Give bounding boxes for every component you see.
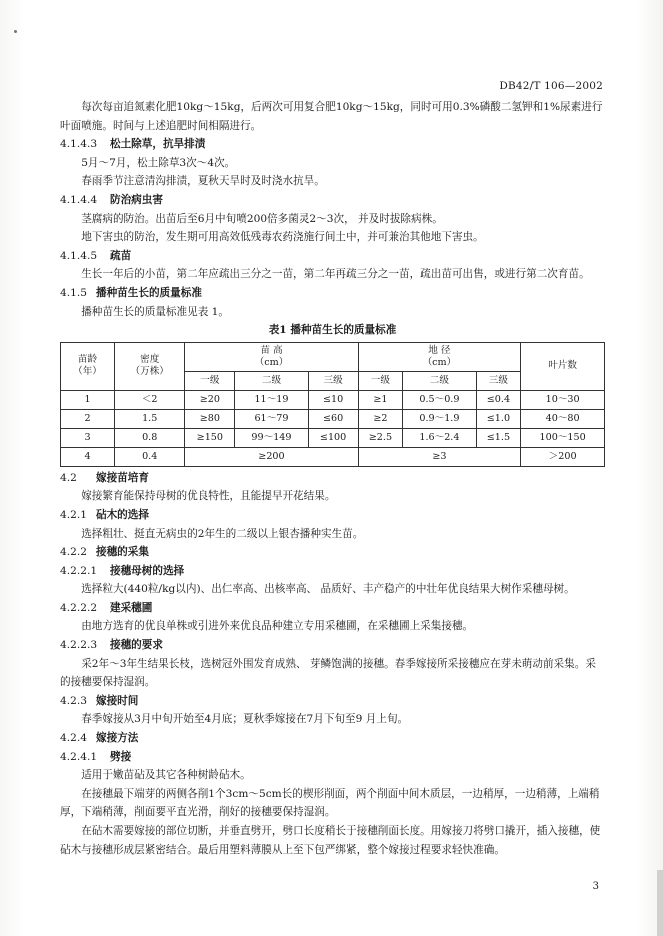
cell-leaves: 40～80 — [521, 409, 605, 428]
heading-cleft-grafting: 4.2.4.1 劈接 — [60, 750, 132, 763]
cell-height-3: ≤100 — [308, 428, 358, 447]
cell-height-3: ≤60 — [308, 409, 358, 428]
paragraph-grafting-benefit: 嫁接繁育能保持母树的优良特性，且能提早开花结果。 — [81, 490, 336, 503]
heading-rootstock: 4.2.1 砧木的选择 — [60, 508, 149, 521]
header-height: 苗 高 （cm） — [185, 342, 358, 371]
scan-speck — [14, 30, 17, 33]
paragraph-weeding: 5月～7月，松土除草3次～4次。 — [81, 156, 236, 169]
paragraph-scion-requirements: 采2年～3年生结果长枝，选树冠外围发育成熟、 芽鳞饱满的接穗。春季嫁接所采接穗应在芽未萌动前采集。采的接穗要保持湿润。 — [60, 657, 596, 689]
cell-density: 0.4 — [115, 447, 185, 466]
document-body — [60, 98, 605, 859]
document-code: DB42/T 106—2002 — [499, 80, 603, 92]
cell-density: 1.5 — [115, 409, 185, 428]
cell-height-1: ≥20 — [185, 390, 235, 409]
paragraph-cleft-scion-cut: 在接穗最下端芽的两侧各削1个3cm～5cm长的楔形削面，两个削面中间木质层，一边稍厚，一边稍薄，上端稍厚，下端稍薄，削面要平直光滑，削好的接穗要保持湿润。 — [60, 787, 600, 819]
cell-density: 0.8 — [115, 428, 185, 447]
heading-grafting-method: 4.2.4 嫁接方法 — [60, 732, 139, 745]
cell-diameter-3: ≤0.4 — [476, 390, 521, 409]
quality-standard-table — [60, 342, 605, 467]
cell-diameter-2: 1.6～2.4 — [403, 428, 476, 447]
cell-diameter-merged: ≥3 — [358, 447, 521, 466]
cell-height-2: 11～19 — [235, 390, 308, 409]
table-header-row — [61, 342, 605, 371]
paragraph-see-table: 播种苗生长的质量标准见表 1。 — [81, 305, 230, 318]
cell-age: 4 — [61, 447, 115, 466]
cell-height-3: ≤10 — [308, 390, 358, 409]
paragraph-fertilizer: 每次每亩追氮素化肥10kg～15kg，后两次可用复合肥10kg～15kg，同时可用0.3%磷酸二氢钾和1%尿素进行叶面喷施。时间与上述追肥时间相隔进行。 — [60, 101, 603, 132]
heading-scion-requirements: 4.2.2.3 接穗的要求 — [60, 639, 163, 652]
header-age: 苗龄 （年） — [61, 342, 115, 390]
page-number: 3 — [592, 881, 599, 892]
paragraph-stem-rot: 茎腐病的防治。出苗后至6月中旬喷200倍多菌灵2～3次， 并及时拔除病株。 — [81, 212, 443, 225]
cell-age: 2 — [61, 409, 115, 428]
paragraph-drainage: 春雨季节注意清沟排渍，夏秋天旱时及时浇水抗旱。 — [81, 175, 325, 188]
paragraph-grafting-time: 春季嫁接从3月中旬开始至4月底；夏秋季嫁接在7月下旬至9 月上旬。 — [81, 713, 409, 726]
cell-height-1: ≥80 — [185, 409, 235, 428]
cell-diameter-1: ≥1 — [358, 390, 403, 409]
cell-diameter-2: 0.5～0.9 — [403, 390, 476, 409]
paragraph-mother-tree: 选择粒大(440粒/kg以内)、出仁率高、出核率高、 品质好、丰产稳产的中壮年优良结果大树作采穗母树。 — [81, 583, 575, 596]
cell-diameter-1: ≥2.5 — [358, 428, 403, 447]
table-row — [61, 409, 605, 428]
cell-diameter-1: ≥2 — [358, 409, 403, 428]
grade-2-diameter: 二级 — [403, 371, 476, 390]
cell-height-merged: ≥200 — [185, 447, 358, 466]
table-row — [61, 447, 605, 466]
grade-1-diameter: 一级 — [358, 371, 403, 390]
paragraph-cleft-scope: 适用于嫩苗砧及其它各种树龄砧木。 — [81, 769, 251, 782]
cell-diameter-3: ≤1.5 — [476, 428, 521, 447]
cell-leaves: 100～150 — [521, 428, 605, 447]
cell-diameter-3: ≤1.0 — [476, 409, 521, 428]
cell-age: 3 — [61, 428, 115, 447]
heading-grafting-nursery: 4.2 嫁接苗培育 — [60, 471, 149, 484]
heading-grafting-time: 4.2.3 嫁接时间 — [60, 694, 139, 707]
paragraph-cleft-procedure: 在砧木需要嫁接的部位切断，并垂直劈开，劈口长度稍长于接穗削面长度。用嫁接刀将劈口撬开，插入接穗，使砧木与接穗形成层紧密结合。最后用塑料薄膜从上至下包严绑紧，整个嫁接过程要求轻快准确。 — [60, 825, 601, 856]
header-diameter: 地 径 （cm） — [358, 342, 521, 371]
cell-age: 1 — [61, 390, 115, 409]
table-row — [61, 390, 605, 409]
paragraph-scion-orchard: 由地方选育的优良单株或引进外来优良品种建立专用采穗圃，在采穗圃上采集接穗。 — [81, 620, 474, 633]
paragraph-rootstock: 选择粗壮、挺直无病虫的2年生的二级以上银杏播种实生苗。 — [81, 527, 364, 540]
header-density: 密度 （万株） — [115, 342, 185, 390]
grade-3-height: 三级 — [308, 371, 358, 390]
heading-scion-collection: 4.2.2 接穗的采集 — [60, 546, 149, 559]
heading-thinning: 4.1.4.5 疏苗 — [60, 249, 132, 262]
grade-2-height: 二级 — [235, 371, 308, 390]
table-caption: 表1 播种苗生长的质量标准 — [268, 324, 397, 337]
grade-1-height: 一级 — [185, 371, 235, 390]
scan-edge-bar — [657, 870, 663, 936]
heading-weeding: 4.1.4.3 松土除草，抗旱排渍 — [60, 138, 206, 151]
heading-quality-standard: 4.1.5 播种苗生长的质量标准 — [60, 286, 202, 299]
cell-diameter-2: 0.9～1.9 — [403, 409, 476, 428]
paragraph-thinning: 生长一年后的小苗，第二年应疏出三分之一苗，第二年再疏三分之一苗，疏出苗可出售，或进行第二次育苗。 — [81, 268, 590, 281]
heading-mother-tree: 4.2.2.1 接穗母树的选择 — [60, 564, 185, 577]
cell-leaves: 10～30 — [521, 390, 605, 409]
cell-leaves: ＞200 — [521, 447, 605, 466]
grade-3-diameter: 三级 — [476, 371, 521, 390]
heading-pest-control: 4.1.4.4 防治病虫害 — [60, 193, 163, 206]
heading-scion-orchard: 4.2.2.2 建采穗圃 — [60, 601, 153, 614]
cell-height-1: ≥150 — [185, 428, 235, 447]
paragraph-underground-pests: 地下害虫的防治，发生期可用高效低残毒农药浇施行间土中，并可兼治其他地下害虫。 — [81, 231, 484, 244]
cell-height-2: 99～149 — [235, 428, 308, 447]
header-leaves: 叶片数 — [521, 342, 605, 390]
cell-density: ＜2 — [115, 390, 185, 409]
table-row — [61, 428, 605, 447]
cell-height-2: 61～79 — [235, 409, 308, 428]
